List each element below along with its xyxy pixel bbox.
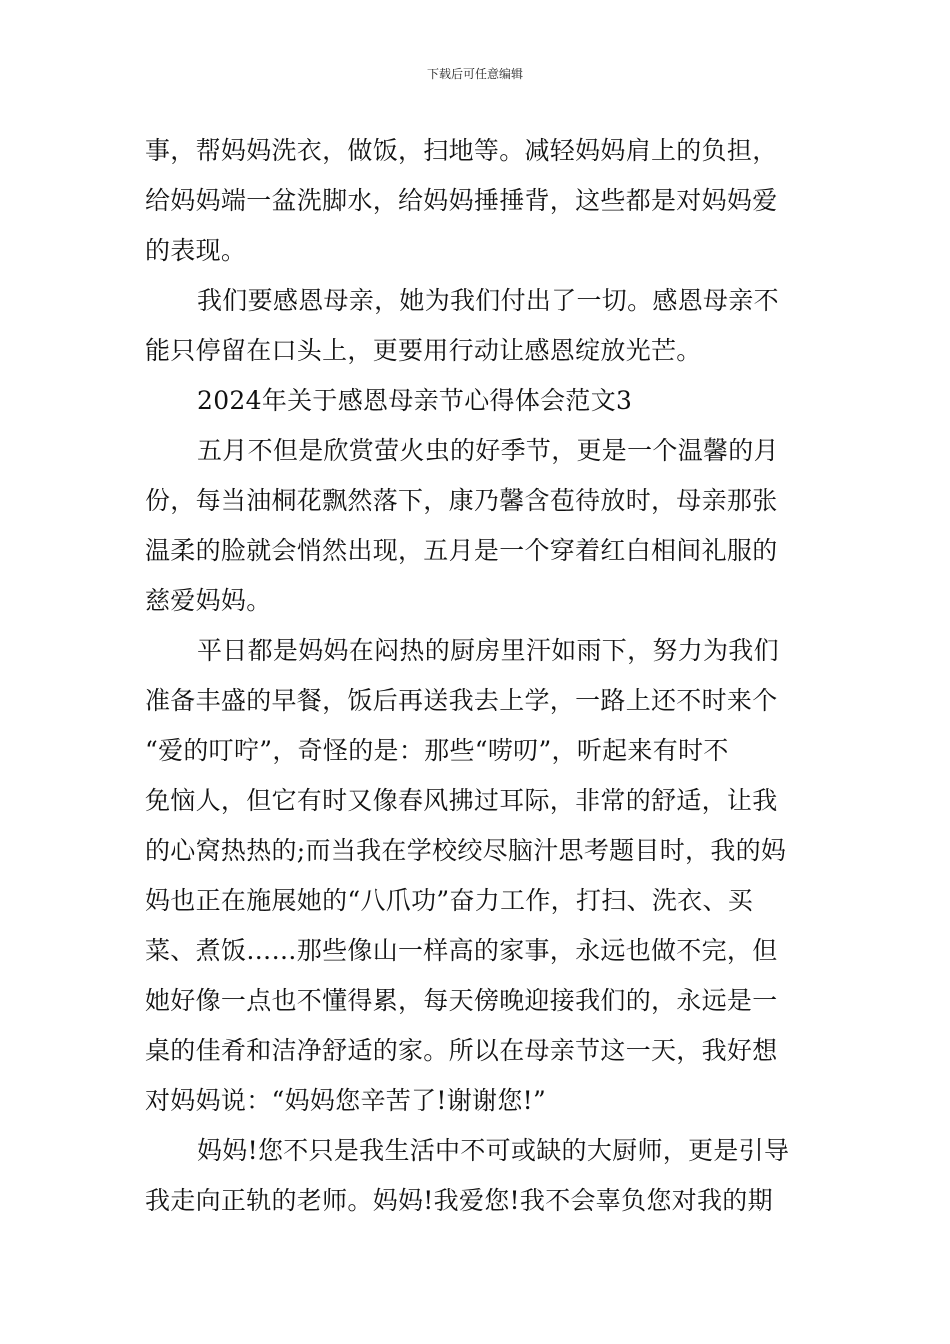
- text-line: 菜、煮饭……那些像山一样高的家事，永远也做不完，但: [145, 936, 778, 965]
- text-line: 慈爱妈妈。: [145, 586, 272, 615]
- text-line: 事，帮妈妈洗衣，做饭，扫地等。减轻妈妈肩上的负担，: [145, 136, 778, 165]
- paragraph-first-line: 五月不但是欣赏萤火虫的好季节，更是一个温馨的月: [197, 436, 779, 465]
- text-line: 能只停留在口头上，更要用行动让感恩绽放光芒。: [145, 336, 702, 365]
- text-line: “爱的叮咛”，奇怪的是：那些“唠叨”，听起来有时不: [145, 736, 729, 765]
- text-line: 准备丰盛的早餐，饭后再送我去上学，一路上还不时来个: [145, 686, 778, 715]
- text-line: 的表现。: [145, 236, 247, 265]
- paragraph-first-line: 妈妈!您不只是我生活中不可或缺的大厨师，更是引导: [197, 1136, 790, 1165]
- text-line: 她好像一点也不懂得累，每天傍晚迎接我们的，永远是一: [145, 986, 778, 1015]
- section-title: 2024年关于感恩母亲节心得体会范文3: [197, 386, 633, 415]
- text-line: 的心窝热热的;而当我在学校绞尽脑汁思考题目时，我的妈: [145, 836, 787, 865]
- text-line: 温柔的脸就会悄然出现，五月是一个穿着红白相间礼服的: [145, 536, 778, 565]
- text-line: 份，每当油桐花飘然落下，康乃馨含苞待放时，母亲那张: [145, 486, 778, 515]
- text-line: 给妈妈端一盆洗脚水，给妈妈捶捶背，这些都是对妈妈爱: [145, 186, 778, 215]
- text-line: 妈也正在施展她的“八爪功”奋力工作，打扫、洗衣、买: [145, 886, 754, 915]
- paragraph-first-line: 我们要感恩母亲，她为我们付出了一切。感恩母亲不: [197, 286, 779, 315]
- text-line: 对妈妈说：“妈妈您辛苦了!谢谢您!”: [145, 1086, 547, 1115]
- text-line: 桌的佳肴和洁净舒适的家。所以在母亲节这一天，我好想: [145, 1036, 778, 1065]
- document-body: [145, 126, 810, 1226]
- paragraph-first-line: 平日都是妈妈在闷热的厨房里汗如雨下，努力为我们: [197, 636, 779, 665]
- text-line: 免恼人，但它有时又像春风拂过耳际，非常的舒适，让我: [145, 786, 778, 815]
- page-header-note: 下载后可任意编辑: [426, 67, 523, 81]
- text-line: 我走向正轨的老师。妈妈!我爱您!我不会辜负您对我的期: [145, 1186, 773, 1215]
